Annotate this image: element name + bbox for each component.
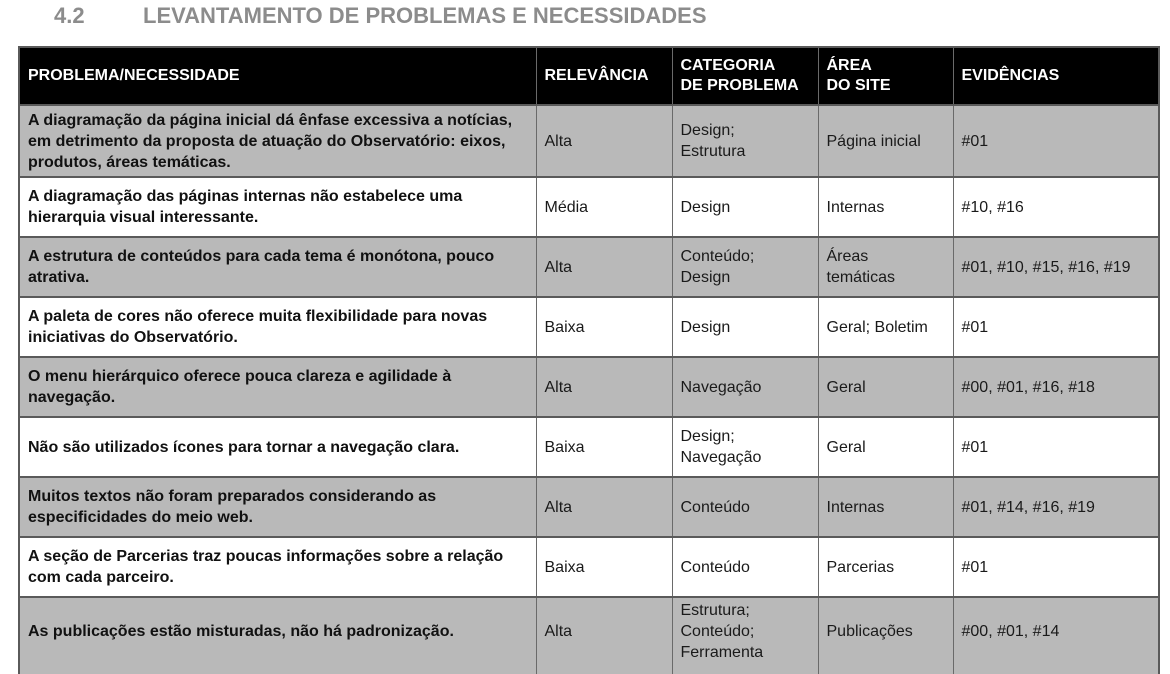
cell-problem: As publicações estão misturadas, não há padronização.	[19, 597, 536, 674]
table-row	[19, 417, 1159, 477]
table-header-row	[19, 47, 1159, 105]
cell-problem: A seção de Parcerias traz poucas informações sobre a relação com cada parceiro.	[19, 537, 536, 597]
header-area: ÁREA DO SITE	[818, 47, 953, 105]
cell-relevance: Alta	[536, 597, 672, 674]
cell-evidence: #01, #10, #15, #16, #19	[953, 237, 1159, 297]
cell-evidence: #00, #01, #16, #18	[953, 357, 1159, 417]
header-category: CATEGORIA DE PROBLEMA	[672, 47, 818, 105]
table-row	[19, 597, 1159, 674]
cell-category: Design; Estrutura	[672, 105, 818, 177]
cell-evidence: #01, #14, #16, #19	[953, 477, 1159, 537]
cell-problem: A estrutura de conteúdos para cada tema é monótona, pouco atrativa.	[19, 237, 536, 297]
cell-evidence: #10, #16	[953, 177, 1159, 237]
header-problem: PROBLEMA/NECESSIDADE	[19, 47, 536, 105]
cell-category: Estrutura; Conteúdo; Ferramenta	[672, 597, 818, 674]
cell-problem: A diagramação da página inicial dá ênfase excessiva a notícias, em detrimento da proposta de atuação do Observatório: eixos, produtos, áreas temáticas.	[19, 105, 536, 177]
section-number: 4.2	[54, 3, 85, 28]
table-row	[19, 105, 1159, 177]
table-row	[19, 297, 1159, 357]
cell-category: Conteúdo	[672, 537, 818, 597]
cell-relevance: Baixa	[536, 417, 672, 477]
cell-problem: Muitos textos não foram preparados considerando as especificidades do meio web.	[19, 477, 536, 537]
table-row	[19, 477, 1159, 537]
cell-area: Página inicial	[818, 105, 953, 177]
header-relevance: RELEVÂNCIA	[536, 47, 672, 105]
cell-relevance: Alta	[536, 357, 672, 417]
cell-problem: A diagramação das páginas internas não estabelece uma hierarquia visual interessante.	[19, 177, 536, 237]
cell-area: Geral; Boletim	[818, 297, 953, 357]
table-body	[19, 105, 1159, 674]
cell-evidence: #00, #01, #14	[953, 597, 1159, 674]
cell-category: Conteúdo; Design	[672, 237, 818, 297]
cell-evidence: #01	[953, 297, 1159, 357]
cell-category: Design	[672, 177, 818, 237]
cell-relevance: Alta	[536, 237, 672, 297]
cell-category: Design	[672, 297, 818, 357]
cell-area: Geral	[818, 357, 953, 417]
cell-area: Parcerias	[818, 537, 953, 597]
cell-problem: O menu hierárquico oferece pouca clareza e agilidade à navegação.	[19, 357, 536, 417]
table-row	[19, 237, 1159, 297]
cell-evidence: #01	[953, 537, 1159, 597]
cell-relevance: Alta	[536, 105, 672, 177]
cell-problem: Não são utilizados ícones para tornar a navegação clara.	[19, 417, 536, 477]
table-row	[19, 537, 1159, 597]
cell-category: Design; Navegação	[672, 417, 818, 477]
cell-area: Áreas temáticas	[818, 237, 953, 297]
cell-relevance: Baixa	[536, 537, 672, 597]
cell-relevance: Média	[536, 177, 672, 237]
table-row	[19, 357, 1159, 417]
table-row	[19, 177, 1159, 237]
cell-evidence: #01	[953, 417, 1159, 477]
cell-area: Geral	[818, 417, 953, 477]
cell-area: Internas	[818, 477, 953, 537]
cell-area: Internas	[818, 177, 953, 237]
cell-problem: A paleta de cores não oferece muita flexibilidade para novas iniciativas do Observatório.	[19, 297, 536, 357]
cell-relevance: Baixa	[536, 297, 672, 357]
section-title: LEVANTAMENTO DE PROBLEMAS E NECESSIDADES	[143, 3, 707, 28]
cell-category: Navegação	[672, 357, 818, 417]
cell-relevance: Alta	[536, 477, 672, 537]
problems-table	[18, 46, 1160, 674]
header-evidence: EVIDÊNCIAS	[953, 47, 1159, 105]
cell-category: Conteúdo	[672, 477, 818, 537]
cell-area: Publicações	[818, 597, 953, 674]
cell-evidence: #01	[953, 105, 1159, 177]
